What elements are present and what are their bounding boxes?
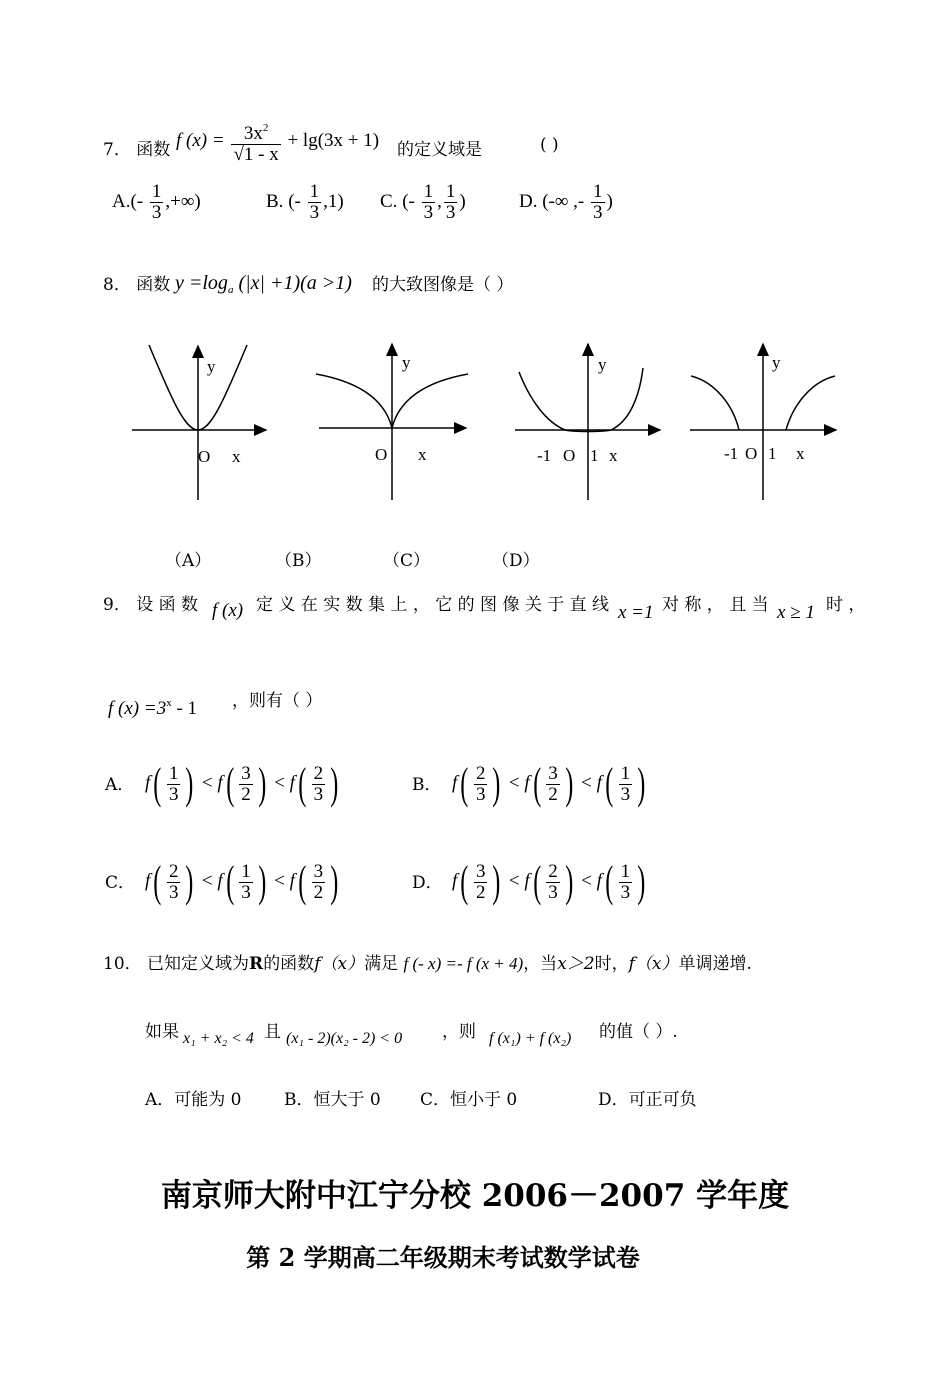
frac-num: 1 bbox=[423, 181, 434, 202]
q10-number: 10． bbox=[103, 954, 142, 974]
curve-right bbox=[786, 376, 835, 430]
q8-tail: 的大致图像是（ ） bbox=[372, 275, 514, 295]
graph-c[interactable] bbox=[515, 344, 660, 500]
option-pre: (-∞ ,- bbox=[542, 190, 585, 212]
frac-num: 1 bbox=[151, 181, 162, 202]
q10-stem3: 满足 bbox=[364, 954, 399, 974]
q8-formula-y: y =log bbox=[175, 272, 228, 294]
q7-formula-rest: + lg(3x + 1) bbox=[287, 129, 380, 151]
option-label: D. bbox=[519, 190, 538, 212]
q9-option-d-label[interactable]: D． bbox=[412, 873, 443, 893]
graph-d-caption: （D） bbox=[492, 551, 540, 571]
option-post: ,1) bbox=[323, 190, 344, 212]
f-symbol: f bbox=[452, 772, 458, 794]
frac-num: 2 bbox=[475, 762, 486, 784]
option-post: ,+∞) bbox=[165, 190, 201, 212]
q8-formula-rest: (|x| +1)(a >1) bbox=[238, 272, 352, 294]
q9-option-c-expr[interactable]: f( $\frac{2}{3}$ ) < f( $\frac{1}{3}$ ) < f( $\frac{3}{2}$ ) bbox=[145, 857, 339, 906]
q7-tail: 的定义域是 bbox=[397, 140, 482, 160]
q9-stem1 bbox=[103, 590, 198, 615]
q10-stem4: ，当 bbox=[523, 954, 558, 974]
q9-line: x =1 bbox=[618, 602, 654, 623]
lt-sign: < bbox=[201, 772, 213, 794]
frac-num: 2 bbox=[313, 762, 324, 784]
q9-stem5: ，则有（ ） bbox=[232, 691, 323, 711]
q10-option-d[interactable] bbox=[598, 1085, 697, 1110]
q10-line2d: 的值（ ）. bbox=[599, 1022, 678, 1042]
q10-line2c: ，则 bbox=[442, 1022, 476, 1042]
option-label: C． bbox=[420, 1090, 451, 1110]
q9-option-a-expr[interactable]: f( $\frac{1}{3}$ ) < f( $\frac{3}{2}$ ) < f( $\frac{2}{3}$ ) bbox=[145, 759, 339, 808]
q10-ineq1: x₁ + x₂ < 4 bbox=[183, 1030, 254, 1047]
q7-frac-num-exp: 2 bbox=[262, 122, 269, 134]
frac-num: 1 bbox=[241, 860, 251, 882]
q7-option-b[interactable] bbox=[266, 182, 344, 223]
q10-stem1: 已知定义域为 bbox=[147, 954, 250, 974]
q9-cond: x ≥ 1 bbox=[777, 602, 815, 623]
y-label: y bbox=[402, 353, 411, 372]
q9-stem-text: 设 函 数 bbox=[136, 595, 199, 615]
frac-num: 1 bbox=[593, 181, 603, 202]
frac-den: 3 bbox=[168, 783, 179, 805]
x-label: x bbox=[609, 446, 618, 465]
frac-den: 2 bbox=[475, 881, 486, 903]
q10-sum: f (x₁) + f (x₂) bbox=[489, 1030, 572, 1047]
option-post: ) bbox=[459, 190, 466, 212]
origin-label: O bbox=[745, 444, 758, 463]
lt-sign: < bbox=[201, 870, 213, 892]
origin-label: O bbox=[198, 447, 211, 466]
origin-label: O bbox=[375, 445, 388, 464]
frac-num: 3 bbox=[313, 860, 324, 882]
option-post: ) bbox=[606, 190, 613, 212]
option-label: A． bbox=[145, 1090, 175, 1110]
q7-formula-lhs: f (x) = bbox=[176, 129, 225, 151]
frac-num: 1 bbox=[620, 762, 631, 784]
option-label: D． bbox=[598, 1090, 629, 1110]
q10-stem6: 单调递增. bbox=[678, 954, 752, 974]
f-symbol: f bbox=[217, 772, 223, 794]
q10-f2: f（x） bbox=[628, 954, 679, 974]
f-symbol: f bbox=[217, 870, 223, 892]
frac-den: 3 bbox=[168, 881, 179, 903]
q9-stem3: 对 称 ， 且 当 bbox=[662, 595, 769, 615]
frac-den: 3 bbox=[151, 202, 162, 223]
frac-den: 3 bbox=[620, 783, 631, 805]
frac-den: 2 bbox=[241, 783, 251, 805]
curve bbox=[519, 368, 643, 432]
option-text: 恒大于 0 bbox=[313, 1090, 381, 1110]
q9-def bbox=[108, 697, 197, 720]
q9-stem2: 定 义 在 实 数 集 上 ， 它 的 图 像 关 于 直 线 bbox=[256, 595, 610, 615]
q7-number: 7． bbox=[103, 140, 131, 160]
q8-stem bbox=[103, 270, 170, 295]
q7-stem bbox=[103, 135, 170, 160]
lt-sign: < bbox=[508, 870, 520, 892]
q10-option-b[interactable] bbox=[284, 1085, 381, 1110]
q9-option-b-label[interactable]: B． bbox=[412, 775, 442, 795]
q10-stem2: 的函数 bbox=[263, 954, 315, 974]
q10-line2b: 且 bbox=[264, 1022, 281, 1042]
one-label: 1 bbox=[768, 444, 777, 463]
frac-den: 3 bbox=[313, 783, 324, 805]
lt-sign: < bbox=[581, 870, 592, 892]
option-text: 可能为 0 bbox=[174, 1090, 242, 1110]
graph-b[interactable] bbox=[316, 344, 468, 500]
y-label: y bbox=[772, 353, 781, 372]
q8-number: 8． bbox=[103, 275, 131, 295]
option-label: B. bbox=[266, 190, 284, 212]
option-text: 可正可负 bbox=[628, 1090, 697, 1110]
one-label: 1 bbox=[590, 446, 599, 465]
f-symbol: f bbox=[289, 772, 295, 794]
minus-one-label: -1 bbox=[724, 444, 739, 463]
q9-option-a-label[interactable]: A． bbox=[105, 775, 135, 795]
frac-num: 1 bbox=[168, 762, 179, 784]
curve-left bbox=[691, 376, 739, 430]
q10-option-c[interactable] bbox=[420, 1085, 517, 1110]
frac-den: 3 bbox=[548, 881, 558, 903]
f-symbol: f bbox=[289, 870, 295, 892]
option-label: C. bbox=[380, 190, 398, 212]
frac-num: 3 bbox=[241, 762, 251, 784]
q9-number: 9． bbox=[103, 595, 131, 615]
f-symbol: f bbox=[524, 772, 530, 794]
q7-option-a[interactable] bbox=[112, 182, 201, 223]
q9-f: f (x) bbox=[212, 600, 244, 621]
q7-option-c[interactable] bbox=[380, 182, 466, 223]
q9-stem4: 时 ， bbox=[826, 595, 866, 615]
q10-f1: f（x） bbox=[314, 954, 365, 974]
lt-sign: < bbox=[274, 772, 285, 794]
q7-stem-text: 函数 bbox=[136, 140, 171, 160]
lt-sign: < bbox=[274, 870, 285, 892]
f-symbol: f bbox=[596, 772, 602, 794]
lt-sign: < bbox=[581, 772, 592, 794]
x-label: x bbox=[796, 444, 805, 463]
q10-line2a: 如果 bbox=[145, 1022, 179, 1042]
q9-option-b-expr[interactable]: f( $\frac{2}{3}$ ) < f( $\frac{3}{2}$ ) < f( $\frac{1}{3}$ ) bbox=[452, 759, 646, 808]
frac-num: 2 bbox=[168, 860, 179, 882]
frac-den: 3 bbox=[445, 202, 456, 223]
q7-frac-num: 3x bbox=[243, 123, 263, 144]
exam-subtitle: 第 2 学期高二年级期末考试数学试卷 bbox=[246, 1243, 640, 1272]
x-label: x bbox=[418, 445, 427, 464]
frac-num: 2 bbox=[548, 860, 558, 882]
origin-label: O bbox=[563, 446, 576, 465]
minus-one-label: -1 bbox=[537, 446, 552, 465]
y-label: y bbox=[207, 357, 216, 376]
graph-d[interactable] bbox=[690, 344, 836, 500]
q10-eq: f (- x) =- f (x + 4) bbox=[403, 954, 524, 973]
option-text: 恒小于 0 bbox=[450, 1090, 518, 1110]
f-symbol: f bbox=[524, 870, 530, 892]
frac-num: 1 bbox=[620, 860, 631, 882]
q8-formula-base: a bbox=[227, 284, 234, 296]
frac-den: 3 bbox=[593, 202, 603, 223]
graph-c-caption: （C） bbox=[383, 551, 431, 571]
q10-R: R bbox=[249, 954, 264, 974]
graph-a[interactable] bbox=[132, 345, 266, 500]
y-label: y bbox=[598, 355, 607, 374]
graph-a-caption: （A） bbox=[165, 551, 212, 571]
option-label: B． bbox=[284, 1090, 314, 1110]
frac-den: 3 bbox=[423, 202, 434, 223]
q10-option-a[interactable] bbox=[145, 1085, 242, 1110]
q7-blank: ( ) bbox=[540, 135, 559, 155]
q10-cond: x＞2 bbox=[557, 954, 595, 974]
q8-graphs bbox=[0, 330, 950, 580]
frac-den: 2 bbox=[313, 881, 324, 903]
q8-stem-text: 函数 bbox=[136, 275, 171, 295]
option-mid: , bbox=[437, 190, 442, 212]
frac-num: 3 bbox=[475, 860, 486, 882]
frac-num: 3 bbox=[548, 762, 558, 784]
f-symbol: f bbox=[145, 870, 151, 892]
q10-line1 bbox=[103, 949, 752, 974]
q9-def-rhs: - 1 bbox=[171, 698, 198, 719]
lt-sign: < bbox=[508, 772, 520, 794]
q7-formula-fraction bbox=[231, 118, 280, 165]
frac-num: 1 bbox=[309, 181, 320, 202]
frac-num: 1 bbox=[445, 181, 456, 202]
option-pre: (- bbox=[402, 190, 415, 212]
option-pre: (- bbox=[130, 190, 144, 212]
frac-den: 3 bbox=[620, 881, 631, 903]
q9-def-exp: x bbox=[166, 697, 172, 709]
q7-option-d[interactable] bbox=[519, 182, 613, 223]
frac-den: 3 bbox=[309, 202, 320, 223]
f-symbol: f bbox=[452, 870, 458, 892]
q9-def-lhs: f (x) =3 bbox=[108, 698, 167, 719]
q8-formula bbox=[175, 272, 352, 296]
frac-den: 3 bbox=[241, 881, 251, 903]
q7-frac-den: √1 - x bbox=[233, 144, 279, 165]
option-label: A. bbox=[112, 190, 131, 212]
q9-option-d-expr[interactable]: f( $\frac{3}{2}$ ) < f( $\frac{2}{3}$ ) < f( $\frac{1}{3}$ ) bbox=[452, 857, 646, 906]
frac-den: 2 bbox=[548, 783, 558, 805]
q7-formula bbox=[176, 118, 379, 165]
f-symbol: f bbox=[145, 772, 151, 794]
option-pre: (- bbox=[288, 190, 301, 212]
graph-b-caption: （B） bbox=[275, 551, 322, 571]
exam-title: 南京师大附中江宁分校 2006－2007 学年度 bbox=[160, 1178, 790, 1214]
q10-ineq2: (x₁ - 2)(x₂ - 2) < 0 bbox=[286, 1030, 403, 1047]
frac-den: 3 bbox=[475, 783, 486, 805]
x-label: x bbox=[232, 447, 241, 466]
q10-stem5: 时， bbox=[594, 954, 629, 974]
q9-option-c-label[interactable]: C． bbox=[105, 873, 136, 893]
f-symbol: f bbox=[596, 870, 602, 892]
